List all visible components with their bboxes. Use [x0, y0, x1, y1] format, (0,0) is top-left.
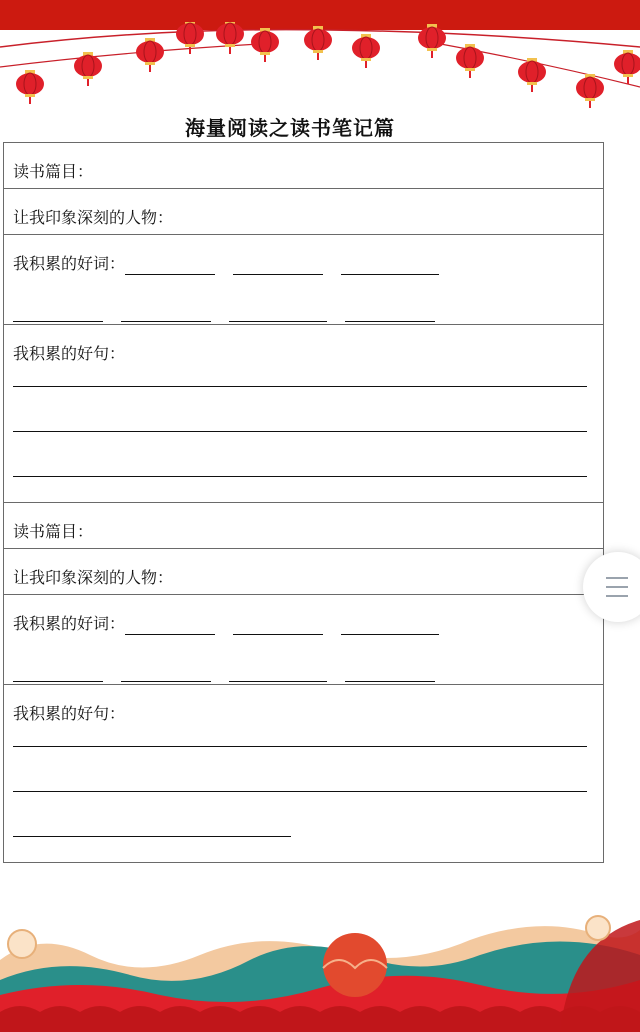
- sentence-line: [13, 385, 587, 387]
- lantern-garland: [0, 22, 640, 112]
- book-title-row: [4, 503, 604, 549]
- page-title: 海量阅读之读书笔记篇: [185, 116, 395, 140]
- lantern-icon: [216, 22, 244, 54]
- good-words-row: [4, 235, 604, 325]
- lantern-icon: [418, 24, 446, 58]
- sentence-line: [13, 790, 587, 792]
- sentence-line: [13, 835, 291, 837]
- lantern-icon: [136, 38, 164, 72]
- word-blank: [125, 258, 215, 275]
- word-blank: [345, 665, 435, 682]
- word-blank: [125, 618, 215, 635]
- book-title-label: 读书篇目：: [13, 162, 94, 181]
- lantern-icon: [352, 34, 380, 68]
- word-blank: [233, 258, 323, 275]
- sentence-line: [13, 745, 587, 747]
- lantern-icon: [74, 52, 102, 86]
- word-blank: [341, 618, 439, 635]
- footer-decoration: [0, 900, 640, 1032]
- lantern-icon: [456, 44, 484, 78]
- word-blank: [233, 618, 323, 635]
- good-sentences-row: [4, 685, 604, 863]
- word-blank: [13, 305, 103, 322]
- lantern-icon: [16, 70, 44, 104]
- word-blank: [229, 305, 327, 322]
- good-sentences-label: 我积累的好句：: [13, 704, 126, 723]
- book-title-row: [4, 143, 604, 189]
- word-blank: [13, 665, 103, 682]
- sentence-line: [13, 475, 587, 477]
- word-blank: [341, 258, 439, 275]
- good-words-label: 我积累的好词：: [13, 614, 126, 633]
- word-blank: [121, 665, 211, 682]
- character-label: 让我印象深刻的人物：: [13, 208, 174, 227]
- character-row: [4, 189, 604, 235]
- reading-notes-table: [3, 142, 604, 863]
- character-row: [4, 549, 604, 595]
- good-words-row: [4, 595, 604, 685]
- good-sentences-label: 我积累的好句：: [13, 344, 126, 363]
- word-blank: [229, 665, 327, 682]
- lantern-icon: [518, 58, 546, 92]
- good-sentences-row: [4, 325, 604, 503]
- sentence-line: [13, 430, 587, 432]
- lantern-icon: [576, 74, 604, 108]
- word-blank: [121, 305, 211, 322]
- character-label: 让我印象深刻的人物：: [13, 568, 174, 587]
- book-title-label: 读书篇目：: [13, 522, 94, 541]
- word-blank: [345, 305, 435, 322]
- lantern-icon: [614, 50, 640, 84]
- lantern-icon: [251, 28, 279, 62]
- good-words-label: 我积累的好词：: [13, 254, 126, 273]
- lantern-icon: [304, 26, 332, 60]
